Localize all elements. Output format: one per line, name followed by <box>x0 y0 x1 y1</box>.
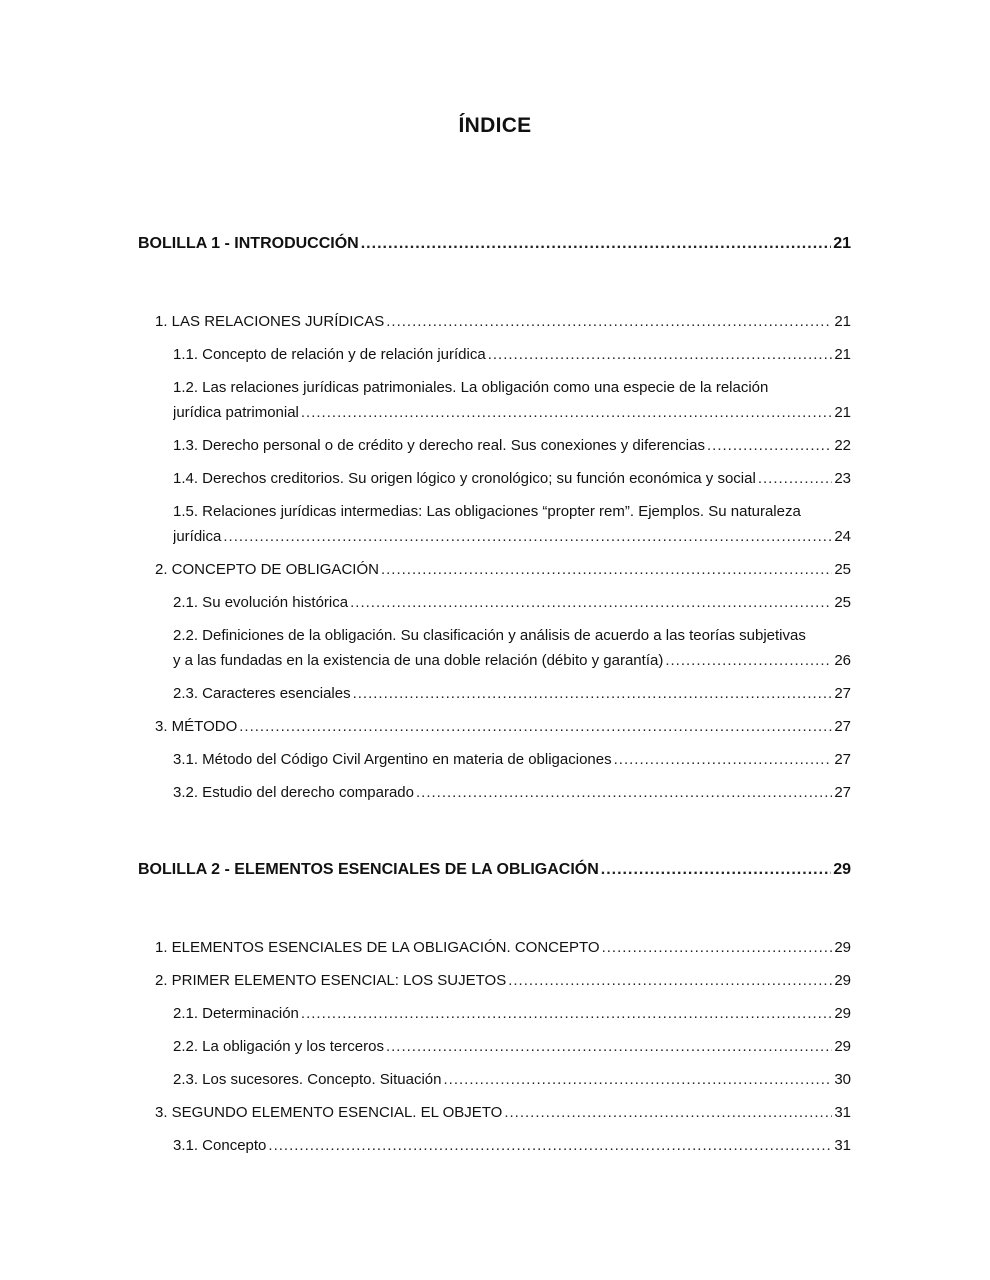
toc-entry-label-line1: 1.2. Las relaciones jurídicas patrimoniales. La obligación como una especie de la relación <box>173 379 769 396</box>
toc-page-number: 25 <box>834 594 851 611</box>
toc-entry-label: jurídica <box>173 528 222 545</box>
toc-entry-label: 1. LAS RELACIONES JURÍDICAS <box>155 313 385 330</box>
dot-leader <box>361 231 831 256</box>
dot-leader <box>488 342 833 367</box>
toc-page-number: 27 <box>834 685 851 702</box>
dot-leader <box>665 648 832 673</box>
toc-entry-label: 2.3. Caracteres esenciales <box>173 685 351 702</box>
toc-entry-label: 3. MÉTODO <box>155 718 238 735</box>
dot-leader <box>504 1100 832 1125</box>
dot-leader <box>758 466 833 491</box>
toc-page-number: 29 <box>834 1005 851 1022</box>
toc-page-number: 31 <box>834 1104 851 1121</box>
toc-entry-label: 2. CONCEPTO DE OBLIGACIÓN <box>155 561 379 578</box>
dot-leader <box>386 309 832 334</box>
dot-leader <box>508 968 832 993</box>
dot-leader <box>239 714 832 739</box>
toc-entry[interactable] <box>173 623 851 673</box>
toc-page-number: 29 <box>834 972 851 989</box>
toc-entry[interactable] <box>173 375 851 425</box>
dot-leader <box>416 780 832 805</box>
toc-page-number: 27 <box>834 784 851 801</box>
toc-entry[interactable] <box>173 433 851 458</box>
toc-entry-label-line1: 1.5. Relaciones jurídicas intermedias: Las obligaciones “propter rem”. Ejemplos. Su naturaleza <box>173 503 801 520</box>
toc-entry[interactable] <box>173 1133 851 1158</box>
toc-bolilla-1[interactable] <box>138 231 851 256</box>
dot-leader <box>353 681 833 706</box>
toc-entry-label: 1.1. Concepto de relación y de relación jurídica <box>173 346 486 363</box>
dot-leader <box>602 935 833 960</box>
toc-page-number: 21 <box>834 404 851 421</box>
toc-entry[interactable] <box>155 1100 851 1125</box>
toc-bolilla-title: BOLILLA 2 - ELEMENTOS ESENCIALES DE LA OBLIGACIÓN <box>138 861 599 878</box>
dot-leader <box>268 1133 832 1158</box>
toc-entry-label: 1.3. Derecho personal o de crédito y derecho real. Sus conexiones y diferencias <box>173 437 705 454</box>
toc-entry-label: 2.2. La obligación y los terceros <box>173 1038 384 1055</box>
toc-entry-label: 2.3. Los sucesores. Concepto. Situación <box>173 1071 442 1088</box>
toc-page-number: 22 <box>834 437 851 454</box>
toc-page-number: 26 <box>834 652 851 669</box>
toc-entry[interactable] <box>173 1001 851 1026</box>
toc-page-number: 27 <box>834 751 851 768</box>
toc-entry[interactable] <box>173 590 851 615</box>
toc-page-number: 21 <box>833 235 851 252</box>
toc-page-number: 21 <box>834 313 851 330</box>
toc-entry[interactable] <box>173 1034 851 1059</box>
toc-entry-label: 1. ELEMENTOS ESENCIALES DE LA OBLIGACIÓN. CONCEPTO <box>155 939 600 956</box>
toc-page-number: 24 <box>834 528 851 545</box>
toc-entry-label: 2. PRIMER ELEMENTO ESENCIAL: LOS SUJETOS <box>155 972 507 989</box>
toc-entry-label: 2.1. Determinación <box>173 1005 299 1022</box>
toc-entry-label: 3. SEGUNDO ELEMENTO ESENCIAL. EL OBJETO <box>155 1104 503 1121</box>
dot-leader <box>223 524 832 549</box>
toc-page-number: 30 <box>834 1071 851 1088</box>
toc-entry[interactable] <box>155 309 851 334</box>
toc-entry[interactable] <box>155 557 851 582</box>
dot-leader <box>301 1001 832 1026</box>
toc-entry-label: y a las fundadas en la existencia de una doble relación (débito y garantía) <box>173 652 664 669</box>
dot-leader <box>614 747 833 772</box>
toc-entry[interactable] <box>173 466 851 491</box>
toc-entry-label: 2.1. Su evolución histórica <box>173 594 349 611</box>
toc-entry[interactable] <box>155 714 851 739</box>
toc-entry-label: 3.2. Estudio del derecho comparado <box>173 784 414 801</box>
page-title: ÍNDICE <box>458 114 532 137</box>
toc-entry-label: jurídica patrimonial <box>173 404 299 421</box>
toc-entry-label: 3.1. Concepto <box>173 1137 267 1154</box>
dot-leader <box>381 557 832 582</box>
toc-bolilla-title: BOLILLA 1 - INTRODUCCIÓN <box>138 235 359 252</box>
toc-page-number: 25 <box>834 561 851 578</box>
toc-entry[interactable] <box>173 780 851 805</box>
toc-page-number: 23 <box>834 470 851 487</box>
toc-entry[interactable] <box>155 968 851 993</box>
toc-entry[interactable] <box>173 681 851 706</box>
toc-entry-label: 1.4. Derechos creditorios. Su origen lógico y cronológico; su función económica y social <box>173 470 756 487</box>
dot-leader <box>386 1034 832 1059</box>
toc-entry-label: 3.1. Método del Código Civil Argentino en materia de obligaciones <box>173 751 612 768</box>
toc-entry[interactable] <box>173 499 851 549</box>
toc-page-number: 29 <box>833 861 851 878</box>
toc-entry[interactable] <box>173 747 851 772</box>
toc-entry[interactable] <box>173 342 851 367</box>
toc-page-number: 29 <box>834 1038 851 1055</box>
toc-bolilla-2[interactable] <box>138 857 851 882</box>
toc-page-number: 31 <box>834 1137 851 1154</box>
dot-leader <box>601 857 831 882</box>
dot-leader <box>301 400 832 425</box>
dot-leader <box>707 433 832 458</box>
toc-entry[interactable] <box>155 935 851 960</box>
dot-leader <box>444 1067 833 1092</box>
toc-page-number: 21 <box>834 346 851 363</box>
toc-entry-label-line1: 2.2. Definiciones de la obligación. Su clasificación y análisis de acuerdo a las teorías subjetivas <box>173 627 806 644</box>
toc-page-number: 27 <box>834 718 851 735</box>
toc-page-number: 29 <box>834 939 851 956</box>
toc-entry[interactable] <box>173 1067 851 1092</box>
dot-leader <box>350 590 832 615</box>
